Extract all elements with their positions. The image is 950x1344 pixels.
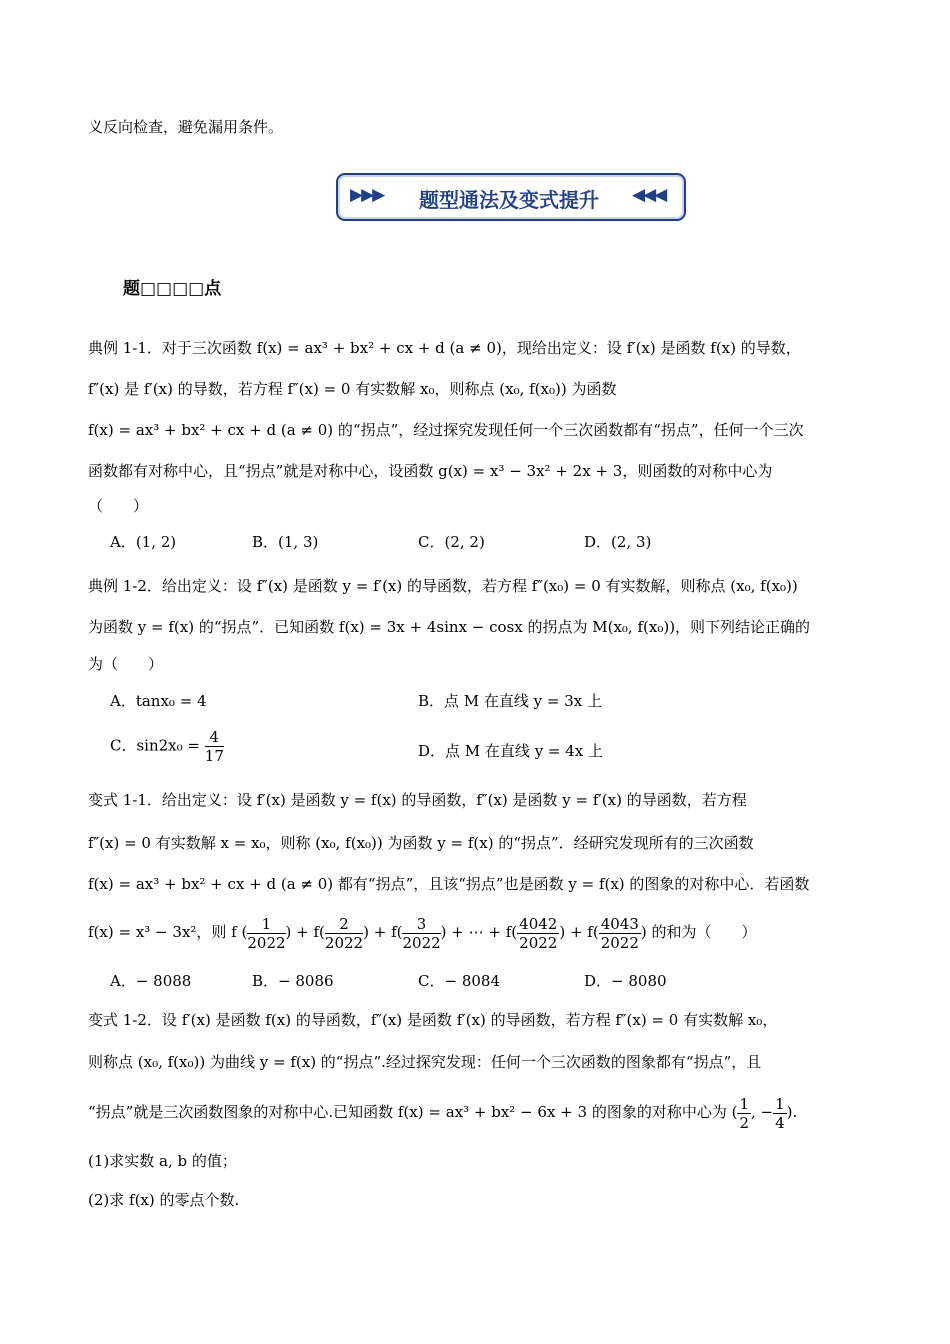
left-arrows-icon: ▶▶▶ [350, 185, 384, 205]
section-title: 题□□□□点 [123, 279, 222, 299]
section-banner [336, 173, 686, 221]
ex11-option-a: A．(1, 2) [110, 533, 177, 551]
fraction-denominator: 17 [204, 747, 224, 765]
ex12-line-1: 典例 1-2．给出定义：设 f″(x) 是函数 y = f′(x) 的导函数，若方程 f″(x₀) = 0 有实数解，则称点 (x₀, f(x₀)) [88, 577, 798, 595]
var11-option-b: B．− 8086 [252, 972, 334, 990]
ex12-option-a: A．tanx₀ = 4 [110, 692, 207, 710]
var11-func-def: f(x) = x³ − 3x²，则 f [88, 923, 237, 941]
sum-term-1-den: 2022 [247, 933, 286, 952]
var11-option-c: C．− 8084 [418, 972, 500, 990]
ex12-option-c [110, 728, 224, 765]
ex11-option-b: B．(1, 3) [252, 533, 319, 551]
sum-term-3-num: 3 [402, 915, 440, 934]
sum-term-3-den: 2022 [402, 933, 441, 952]
ex12-line-3: 为（ ） [88, 655, 164, 673]
sum-term-5 [599, 915, 641, 952]
right-arrows-icon: ◀◀◀ [632, 185, 666, 205]
intro-tail: 义反向检查，避免漏用条件。 [88, 118, 284, 136]
sum-term-2 [325, 915, 363, 952]
ex11-line-3: f(x) = ax³ + bx² + cx + d (a ≠ 0) 的“拐点”，经过探究发现任何一个三次函数都有“拐点”，任何一个三次 [88, 421, 804, 439]
sum-term-2-den: 2022 [324, 933, 364, 952]
var11-line-4: f(x) = x³ − 3x²，则 f ( $\frac{1}{2022}$ ) + f( $\frac{2}{2022}$ ) + f( $\frac{3}{2022}$ ) + ⋯ + f( $\frac{4042}{2022}$ ) + f( $\frac{4043}{2022}$ ) 的和为（ ） [88, 914, 757, 952]
var12-line-3-text: “拐点”就是三次函数图象的对称中心.已知函数 f(x) = ax³ + bx² − 6x + 3 的图象的对称中心为 [88, 1103, 727, 1121]
ex12-line-2: 为函数 y = f(x) 的“拐点”．已知函数 f(x) = 3x + 4sinx − cosx 的拐点为 M(x₀, f(x₀))，则下列结论正确的 [88, 618, 811, 636]
ex12-option-b: B．点 M 在直线 y = 3x 上 [418, 692, 603, 710]
fraction-numerator: 4 [205, 728, 224, 747]
center-x-den: 2 [739, 1113, 749, 1132]
sum-term-4-num: 4042 [519, 914, 558, 933]
var11-line-2: f″(x) = 0 有实数解 x = x₀，则称 (x₀, f(x₀)) 为函数 y = f(x) 的“拐点”．经研究发现所有的三次函数 [88, 834, 754, 852]
sum-term-4-den: 2022 [519, 933, 558, 952]
ex11-line-5: （ ） [88, 497, 149, 515]
ex12-option-c-label: C．sin2x₀ = [110, 736, 200, 755]
sum-term-1-num: 1 [247, 915, 285, 934]
ex11-option-c: C．(2, 2) [418, 533, 485, 551]
sum-term-3 [402, 915, 440, 952]
var11-option-d: D．− 8080 [584, 972, 667, 990]
center-y-num: 1 [775, 1094, 785, 1113]
var12-line-3: “拐点”就是三次函数图象的对称中心.已知函数 f(x) = ax³ + bx² − 6x + 3 的图象的对称中心为 ( $\frac{1}{2}$ , − $\frac{1}{4}$ ). [88, 1094, 798, 1132]
sum-term-2-num: 2 [325, 915, 363, 934]
sum-term-4 [517, 915, 559, 952]
var12-line-1: 变式 1-2．设 f′(x) 是函数 f(x) 的导函数，f″(x) 是函数 f′(x) 的导函数，若方程 f″(x) = 0 有实数解 x₀， [88, 1011, 778, 1029]
ex11-line-1: 典例 1-1．对于三次函数 f(x) = ax³ + bx² + cx + d (a ≠ 0)，现给出定义：设 f′(x) 是函数 f(x) 的导数， [88, 339, 801, 357]
center-y-den: 4 [775, 1113, 785, 1132]
fraction [205, 728, 224, 765]
var11-option-a: A．− 8088 [110, 972, 192, 990]
center-y [773, 1095, 787, 1132]
center-x-num: 1 [739, 1094, 749, 1113]
ex11-line-2: f″(x) 是 f′(x) 的导数，若方程 f″(x) = 0 有实数解 x₀，则称点 (x₀, f(x₀)) 为函数 [88, 380, 617, 398]
ex11-option-d: D．(2, 3) [584, 533, 652, 551]
center-x [737, 1095, 751, 1132]
sum-term-1 [247, 915, 285, 952]
var11-question-tail: 的和为（ ） [651, 923, 757, 941]
var12-line-2: 则称点 (x₀, f(x₀)) 为曲线 y = f(x) 的“拐点”.经过探究发现：任何一个三次函数的图象都有“拐点”，且 [88, 1053, 762, 1071]
var11-line-3: f(x) = ax³ + bx² + cx + d (a ≠ 0) 都有“拐点”，且该“拐点”也是函数 y = f(x) 的图象的对称中心．若函数 [88, 875, 810, 893]
var11-line-1: 变式 1-1．给出定义：设 f′(x) 是函数 y = f(x) 的导函数，f″(x) 是函数 y = f′(x) 的导函数，若方程 [88, 791, 747, 809]
banner-title: 题型通法及变式提升 [419, 188, 599, 212]
var12-question-1: (1)求实数 a, b 的值； [88, 1152, 237, 1170]
var12-question-2: (2)求 f(x) 的零点个数. [88, 1191, 240, 1209]
sum-term-5-den: 2022 [600, 933, 639, 952]
sum-term-5-num: 4043 [600, 914, 639, 933]
ex12-option-d: D．点 M 在直线 y = 4x 上 [418, 742, 604, 760]
ex11-line-4: 函数都有对称中心，且“拐点”就是对称中心，设函数 g(x) = x³ − 3x² + 2x + 3，则函数的对称中心为 [88, 462, 773, 480]
sum-dots: + ⋯ + f [451, 923, 512, 941]
